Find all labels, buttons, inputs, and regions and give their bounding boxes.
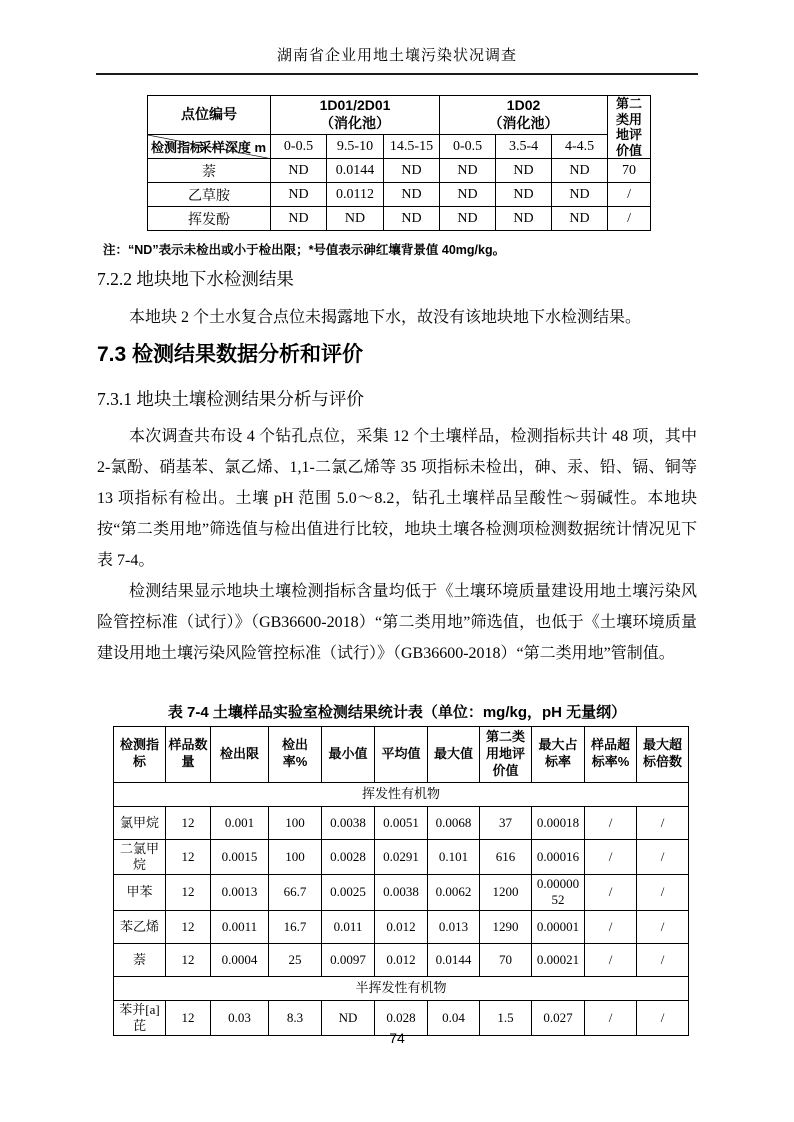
stat-cell: 37 — [480, 806, 532, 839]
indicator-name: 苯乙烯 — [114, 910, 166, 943]
stat-cell: / — [585, 806, 637, 839]
lab-stats-table — [113, 726, 689, 1036]
note-prefix: 注： — [103, 243, 129, 257]
result-cell: ND — [271, 183, 327, 207]
indicator-name: 萘 — [114, 943, 166, 976]
stat-cell: 0.0013 — [211, 875, 269, 911]
result-cell: ND — [440, 183, 496, 207]
col-header-exceed-times: 最大超标倍数 — [637, 727, 689, 783]
indicator-name: 萘 — [148, 159, 271, 183]
depth-col-4: 3.5-4 — [496, 134, 552, 159]
stat-cell: 0.013 — [428, 910, 480, 943]
stat-cell: 0.0291 — [375, 839, 428, 875]
stat-cell: 12 — [166, 943, 211, 976]
result-cell: ND — [440, 207, 496, 231]
stat-cell: 0.0000052 — [532, 875, 585, 911]
stat-cell: 70 — [480, 943, 532, 976]
col-header-detection-limit: 检出限 — [211, 727, 269, 783]
section-label-voc: 挥发性有机物 — [114, 782, 689, 806]
stat-cell: 0.0038 — [322, 806, 375, 839]
col-header-exceed-rate: 样品超标率% — [585, 727, 637, 783]
stat-cell: 0.00001 — [532, 910, 585, 943]
group2-code: 1D02 — [506, 97, 541, 114]
point-id-header: 点位编号 — [148, 96, 271, 135]
stat-cell: 0.03 — [211, 1000, 269, 1036]
result-cell: ND — [496, 159, 552, 183]
stat-cell: 0.012 — [375, 910, 428, 943]
group1-header — [271, 96, 440, 135]
stat-cell: / — [585, 910, 637, 943]
stat-cell: 25 — [269, 943, 322, 976]
page-number: 74 — [389, 1030, 405, 1046]
result-cell: 0.0112 — [327, 183, 384, 207]
indicator-name: 挥发酚 — [148, 207, 271, 231]
stat-cell: 0.00016 — [532, 839, 585, 875]
stat-cell: / — [637, 806, 689, 839]
eval-cell: / — [608, 183, 651, 207]
depth-col-1: 9.5-10 — [327, 134, 384, 159]
result-cell: ND — [271, 159, 327, 183]
col-header-avg: 平均值 — [375, 727, 428, 783]
paragraph-722: 本地块 2 个土水复合点位未揭露地下水，故没有该地块地下水检测结果。 — [129, 309, 642, 326]
result-cell: ND — [496, 183, 552, 207]
col-header-indicator: 检测指标 — [114, 727, 166, 783]
col-header-sample-count: 样品数量 — [166, 727, 211, 783]
result-cell: ND — [552, 183, 608, 207]
stat-cell: 0.0025 — [322, 875, 375, 911]
depth-col-5: 4-4.5 — [552, 134, 608, 159]
stats-table-title: 表 7-4 土壤样品实验室检测结果统计表（单位：mg/kg，pH 无量纲） — [167, 704, 627, 721]
stat-cell: 0.001 — [211, 806, 269, 839]
result-cell: ND — [384, 183, 440, 207]
table-row — [114, 875, 689, 911]
stat-cell: 0.0068 — [428, 806, 480, 839]
stat-cell: ND — [322, 1000, 375, 1036]
stat-cell: 0.0051 — [375, 806, 428, 839]
eval-value-header: 第二类用地评价值 — [608, 96, 651, 159]
col-header-max: 最大值 — [428, 727, 480, 783]
section-731-body — [97, 421, 697, 669]
stat-cell: 100 — [269, 806, 322, 839]
indicator-name: 二氯甲烷 — [114, 839, 166, 875]
section-heading-731: 7.3.1 地块土壤检测结果分析与评价 — [97, 389, 364, 409]
stat-cell: 0.028 — [375, 1000, 428, 1036]
result-cell: ND — [440, 159, 496, 183]
section-722-body — [97, 302, 697, 333]
stat-cell: 12 — [166, 1000, 211, 1036]
depth-col-3: 0-0.5 — [440, 134, 496, 159]
depth-col-0: 0-0.5 — [271, 134, 327, 159]
stat-cell: 0.0004 — [211, 943, 269, 976]
stat-cell: 0.0097 — [322, 943, 375, 976]
indicator-name: 苯并[a]芘 — [114, 1000, 166, 1036]
indicator-name: 氯甲烷 — [114, 806, 166, 839]
stat-cell: / — [585, 875, 637, 911]
group2-note: （消化池） — [488, 114, 559, 131]
result-cell: 0.0144 — [327, 159, 384, 183]
stat-cell: 0.0011 — [211, 910, 269, 943]
result-cell: ND — [384, 207, 440, 231]
indicator-name: 乙草胺 — [148, 183, 271, 207]
table-row — [148, 207, 651, 231]
stat-cell: 0.04 — [428, 1000, 480, 1036]
result-cell: ND — [552, 159, 608, 183]
point-results-table — [147, 95, 651, 231]
stat-cell: 1.5 — [480, 1000, 532, 1036]
table-row — [114, 910, 689, 943]
stat-cell: / — [585, 1000, 637, 1036]
page-header-title: 湖南省企业用地土壤污染状况调查 — [276, 48, 517, 64]
table-row — [148, 159, 651, 183]
stat-cell: / — [637, 1000, 689, 1036]
table-row — [114, 839, 689, 875]
group2-header — [440, 96, 608, 135]
table-row — [114, 806, 689, 839]
depth-col-2: 14.5-15 — [384, 134, 440, 159]
stat-cell: 12 — [166, 910, 211, 943]
stat-cell: / — [637, 910, 689, 943]
eval-cell: 70 — [608, 159, 651, 183]
stat-cell: 100 — [269, 839, 322, 875]
stat-cell: / — [637, 875, 689, 911]
stat-cell: 0.0062 — [428, 875, 480, 911]
stat-cell: 0.0038 — [375, 875, 428, 911]
stat-cell: 8.3 — [269, 1000, 322, 1036]
paragraph-731a: 本次调查共布设 4 个钻孔点位，采集 12 个土壤样品，检测指标共计 48 项，其中 2-氯酚、硝基苯、氯乙烯、1,1-二氯乙烯等 35 项指标未检出，砷、汞、铅、镉、铜等 13 项指标有检出。土壤 pH 范围 5.0～8.2，钻孔土壤样品呈酸性～弱碱性。本地块按“第二类用地”筛选值与检出值进行比较，地块土壤各检测项检测数据统计情况见下表 7-4。 — [97, 428, 697, 569]
section-heading-722: 7.2.2 地块地下水检测结果 — [97, 269, 294, 289]
stat-cell: 12 — [166, 806, 211, 839]
eval-cell: / — [608, 207, 651, 231]
section-heading-73: 7.3 检测结果数据分析和评价 — [97, 343, 364, 366]
table1-footnote — [103, 240, 703, 258]
stat-cell: 0.027 — [532, 1000, 585, 1036]
stat-cell: / — [585, 943, 637, 976]
stat-cell: 0.012 — [375, 943, 428, 976]
col-header-detection-rate: 检出率% — [269, 727, 322, 783]
col-header-max-ratio: 最大占标率 — [532, 727, 585, 783]
stat-cell: 12 — [166, 839, 211, 875]
stat-cell: 0.011 — [322, 910, 375, 943]
stat-cell: 66.7 — [269, 875, 322, 911]
stat-cell: 616 — [480, 839, 532, 875]
result-cell: ND — [552, 207, 608, 231]
group1-note: （消化池） — [320, 114, 391, 131]
stat-cell: 12 — [166, 875, 211, 911]
corner-indicator-label: 检测指标 — [151, 140, 204, 156]
result-cell: ND — [327, 207, 384, 231]
stat-cell: / — [637, 943, 689, 976]
stat-cell: 0.101 — [428, 839, 480, 875]
result-cell: ND — [496, 207, 552, 231]
group1-code: 1D01/2D01 — [319, 97, 391, 114]
section-label-svoc: 半挥发性有机物 — [114, 976, 689, 1000]
col-header-eval-value: 第二类用地评价值 — [480, 727, 532, 783]
stat-cell: / — [637, 839, 689, 875]
table-row — [114, 943, 689, 976]
note-text: “ND”表示未检出或小于检出限；*号值表示砷红壤背景值 40mg/kg。 — [128, 243, 506, 257]
stat-cell: 0.0144 — [428, 943, 480, 976]
col-header-min: 最小值 — [322, 727, 375, 783]
stat-cell: 1290 — [480, 910, 532, 943]
stat-cell: 16.7 — [269, 910, 322, 943]
stat-cell: 0.00021 — [532, 943, 585, 976]
diagonal-corner-cell — [148, 134, 271, 159]
paragraph-731b: 检测结果显示地块土壤检测指标含量均低于《土壤环境质量建设用地土壤污染风险管控标准（试行）》（GB36600-2018）“第二类用地”筛选值，也低于《土壤环境质量建设用地土壤污染风险管控标准（试行）》（GB36600-2018）“第二类用地”管制值。 — [97, 583, 697, 662]
table-row — [148, 183, 651, 207]
corner-depth-label: 采样深度 m — [198, 139, 266, 155]
result-cell: ND — [271, 207, 327, 231]
stat-cell: 0.0015 — [211, 839, 269, 875]
result-cell: ND — [384, 159, 440, 183]
stat-cell: 0.00018 — [532, 806, 585, 839]
stat-cell: / — [585, 839, 637, 875]
header-rule — [96, 73, 698, 75]
stat-cell: 1200 — [480, 875, 532, 911]
stat-cell: 0.0028 — [322, 839, 375, 875]
indicator-name: 甲苯 — [114, 875, 166, 911]
